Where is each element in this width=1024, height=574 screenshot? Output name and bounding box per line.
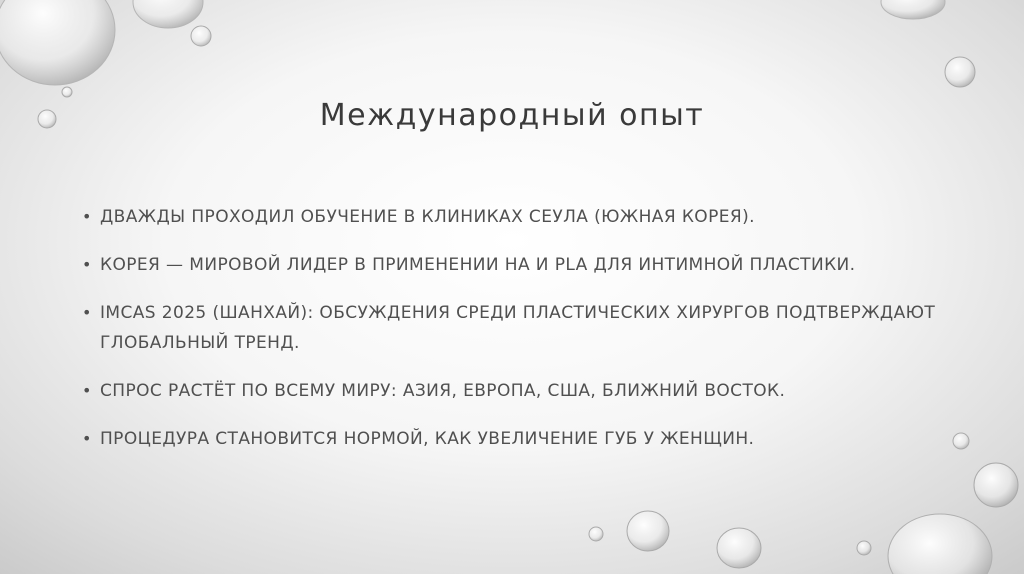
drop: [62, 87, 72, 97]
slide-title: Международный опыт: [319, 98, 705, 133]
drop: [589, 527, 603, 541]
bullet-item: [80, 424, 960, 454]
drop: [888, 514, 992, 574]
drop: [627, 511, 669, 551]
bullet-text: IMCAS 2025 (ШАНХАЙ): ОБСУЖДЕНИЯ СРЕДИ ПЛАСТИЧЕСКИХ ХИРУРГОВ ПОДТВЕРЖДАЮТ ГЛОБАЛЬНЫЙ ТРЕНД.: [100, 303, 936, 353]
drop: [0, 0, 115, 85]
bullet-dot: •: [82, 207, 92, 226]
drop: [881, 0, 945, 19]
bullet-list: [80, 202, 960, 472]
bullet-dot: •: [82, 429, 92, 448]
drops-top-right: [881, 0, 975, 87]
drop: [857, 541, 871, 555]
drop: [945, 57, 975, 87]
bullet-text: ДВАЖДЫ ПРОХОДИЛ ОБУЧЕНИЕ В КЛИНИКАХ СЕУЛА (ЮЖНАЯ КОРЕЯ).: [100, 207, 755, 227]
drop: [133, 0, 203, 28]
bullet-item: [80, 376, 960, 406]
bullet-dot: •: [82, 255, 92, 274]
drop: [974, 463, 1018, 507]
bullet-text: КОРЕЯ — МИРОВОЙ ЛИДЕР В ПРИМЕНЕНИИ HA И PLA ДЛЯ ИНТИМНОЙ ПЛАСТИКИ.: [100, 255, 856, 275]
bullet-dot: •: [82, 381, 92, 400]
bullet-item: [80, 202, 960, 232]
bullet-item: [80, 298, 960, 358]
bullet-text: ПРОЦЕДУРА СТАНОВИТСЯ НОРМОЙ, КАК УВЕЛИЧЕНИЕ ГУБ У ЖЕНЩИН.: [100, 429, 755, 449]
bullet-item: [80, 250, 960, 280]
drop: [717, 528, 761, 568]
bullet-dot: •: [82, 303, 92, 322]
drop: [191, 26, 211, 46]
bullet-text: СПРОС РАСТЁТ ПО ВСЕМУ МИРУ: АЗИЯ, ЕВРОПА, США, БЛИЖНИЙ ВОСТОК.: [100, 381, 786, 401]
